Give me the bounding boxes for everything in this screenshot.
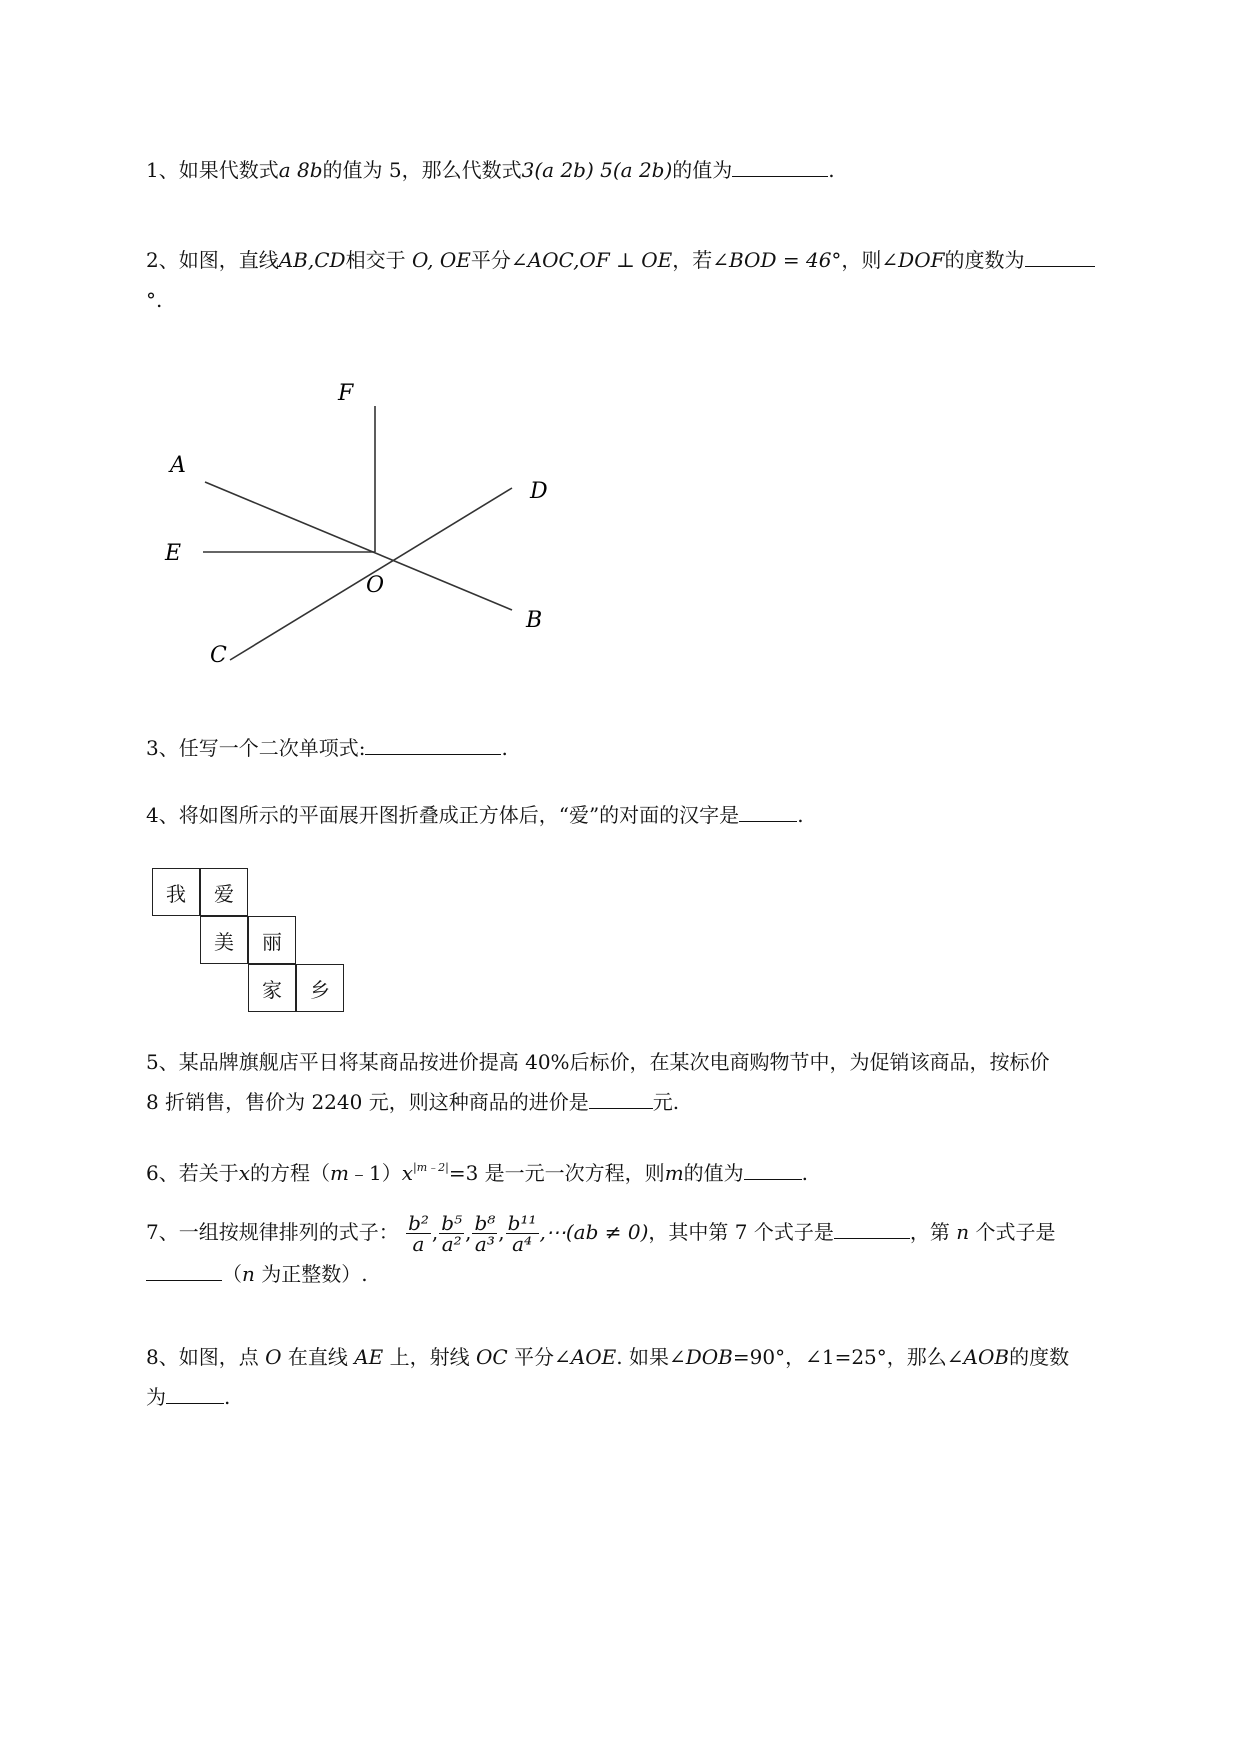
question-6: 6、若关于x的方程$(m﹣1)x^{|m﹣2|}=3$ 是一元一次方程，则m的值为 . [146, 1148, 1156, 1193]
question-number: 1、 [146, 158, 179, 182]
net-cell: 乡 [296, 964, 344, 1012]
math-expression: 3(a 2b) 5(a 2b) [521, 158, 673, 182]
math-expression: ∠BOD = 46° [712, 248, 842, 272]
question-5: 5、某品牌旗舰店平日将某商品按进价提高 40%后标价，在某次电商购物节中，为促销该商品，按标价 8 折销售，售价为 2240 元，则这种商品的进价是 元. [146, 1050, 1050, 1114]
label-a: A [170, 453, 186, 478]
answer-blank[interactable] [732, 152, 828, 177]
math-expression: O, [411, 248, 434, 272]
question-4: 4、将如图所示的平面展开图折叠成正方体后，“爱”的对面的汉字是 . [146, 795, 1156, 835]
question-text: 如果代数式 [178, 158, 279, 182]
answer-blank[interactable] [1025, 242, 1095, 267]
net-cell: 家 [248, 964, 296, 1012]
exponent: |m﹣2| [413, 1161, 449, 1174]
math-expression: a 8b [278, 158, 323, 182]
math-expression: ∠DOF [881, 248, 945, 272]
question-7: 7、一组按规律排列的式子： $\frac{\text{b²}}{a}$ , $\frac{\text{b⁵}}{\text{a²}}$ , $\frac{\text{b⁸}}{\text{a³}}$ , $\frac{\text{b¹¹}}{\text{a⁴}}$ ,⋯(ab ≠ 0)，其中第 7 个式子是 ，第 n 个式子是 （n 为正整数）. [146, 1211, 1056, 1286]
answer-blank[interactable] [146, 1256, 222, 1281]
question-number: 5、 [146, 1050, 179, 1074]
question-2: 2、如图，直线AB,CD相交于 O, OE平分∠AOC,OF ⊥ OE，若∠BOD = 46°，则∠DOF的度数为 °. [146, 240, 1156, 320]
label-f: F [338, 381, 354, 406]
math-expression: OE [439, 248, 471, 272]
answer-blank[interactable] [365, 730, 501, 755]
question-number: 7、 [146, 1220, 179, 1244]
math-expression: AB,CD [278, 248, 346, 272]
label-o: O [366, 573, 385, 598]
question-number: 4、 [146, 803, 179, 827]
math-expression: ,⋯(ab ≠ 0) [539, 1220, 649, 1244]
net-cell: 丽 [248, 916, 296, 964]
answer-blank[interactable] [834, 1214, 910, 1239]
label-e: E [165, 541, 182, 566]
answer-blank[interactable] [166, 1379, 224, 1404]
fraction: $\frac{\text{b²}}{a}$ [408, 1211, 429, 1256]
label-b: B [526, 608, 543, 633]
net-cell: 美 [200, 916, 248, 964]
question-1: 1、如果代数式a 8b的值为 5，那么代数式3(a 2b) 5(a 2b)的值为 . [146, 150, 1156, 190]
question-3: 3、任写一个二次单项式: . [146, 728, 1156, 768]
answer-blank[interactable] [589, 1084, 653, 1109]
question-number: 3、 [146, 736, 179, 760]
net-cell: 爱 [200, 868, 248, 916]
answer-blank[interactable] [744, 1155, 802, 1180]
question-number: 8、 [146, 1345, 179, 1369]
question-number: 2、 [146, 248, 179, 272]
label-c: C [210, 643, 227, 668]
question-8: 8、如图，点 O 在直线 AE 上，射线 OC 平分∠AOE. 如果∠DOB=90°，∠1=25°，那么∠AOB的度数 为 . [146, 1345, 1070, 1409]
answer-blank[interactable] [739, 797, 797, 822]
line-ob [205, 482, 512, 610]
figure-intersecting-lines [150, 370, 570, 670]
fraction: $\frac{\text{b⁸}}{\text{a³}}$ [474, 1211, 496, 1256]
fraction: $\frac{\text{b⁵}}{\text{a²}}$ [441, 1211, 463, 1256]
question-number: 6、 [146, 1161, 179, 1185]
label-d: D [530, 479, 548, 504]
question-text: 的值为 [672, 158, 733, 182]
math-expression: ∠AOC,OF ⊥ OE [510, 248, 673, 272]
cube-net-figure [152, 868, 352, 1020]
fraction: $\frac{\text{b¹¹}}{\text{a⁴}}$ [507, 1211, 537, 1256]
question-text: 的值为 5，那么代数式 [322, 158, 522, 182]
net-cell: 我 [152, 868, 200, 916]
